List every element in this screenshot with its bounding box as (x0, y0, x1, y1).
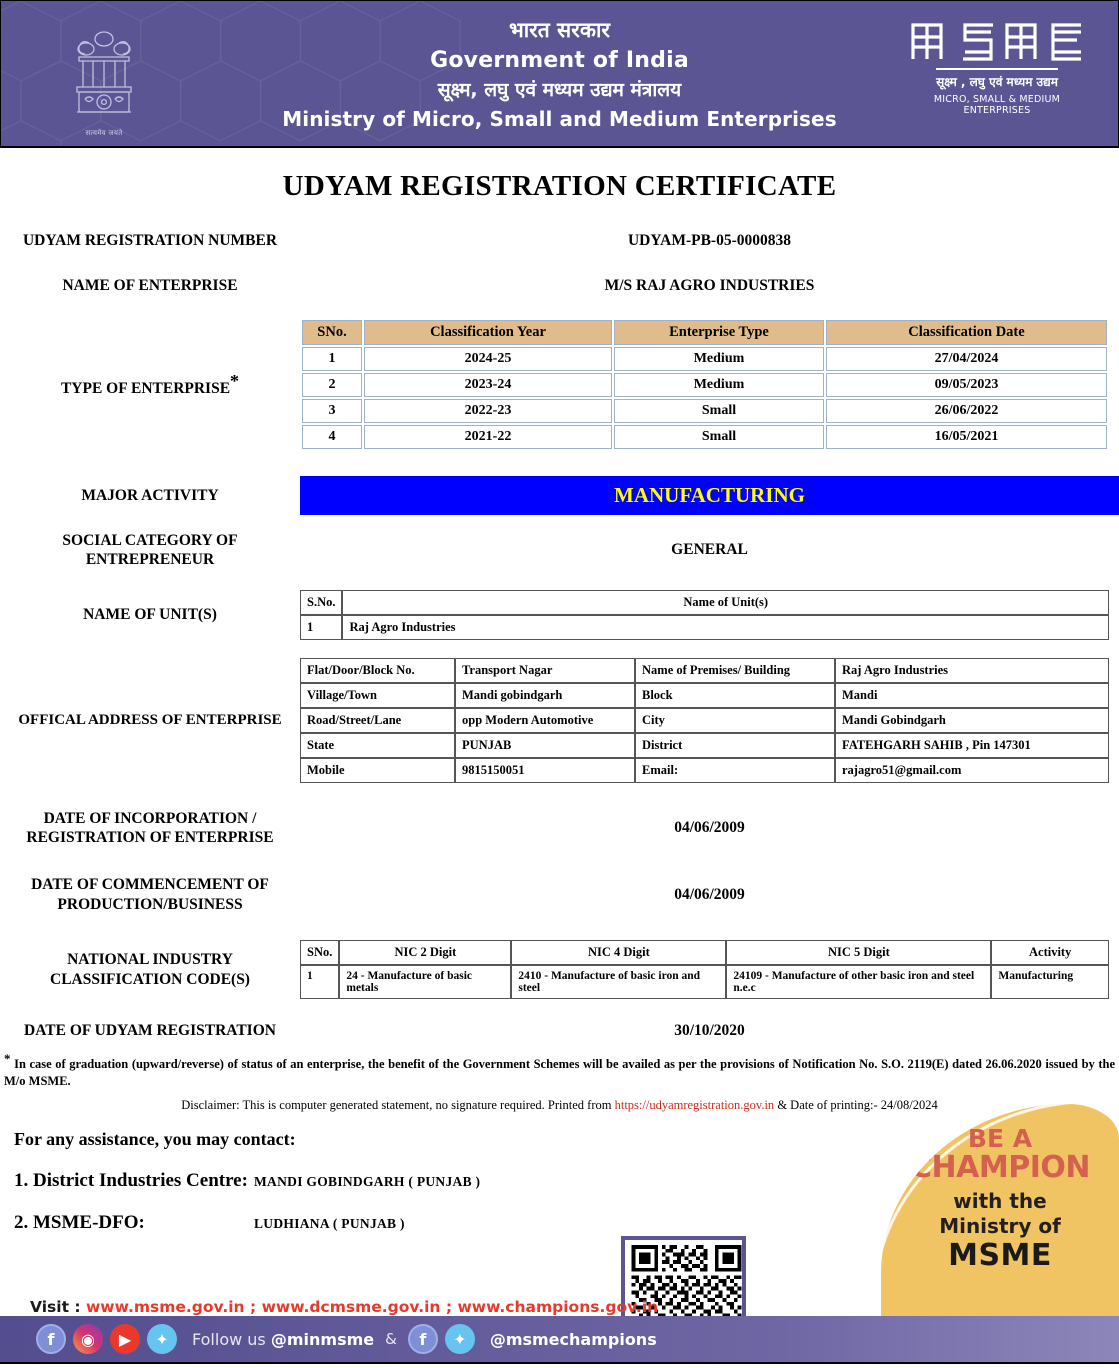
cell-address-value: rajagro51@gmail.com (835, 758, 1109, 783)
udyam-portal-link[interactable]: https://udyamregistration.gov.in (614, 1098, 775, 1113)
date-commencement-label: DATE OF COMMENCEMENT OF PRODUCTION/BUSINESS (31, 876, 269, 913)
contact-heading: For any assistance, you may contact: (14, 1129, 296, 1150)
facebook-icon[interactable]: f (36, 1324, 66, 1354)
social-category-value: GENERAL (671, 541, 748, 559)
col-nic-2: NIC 2 Digit (339, 940, 511, 965)
classification-table (300, 318, 1109, 451)
cell-address-value: 9815150051 (455, 758, 635, 783)
type-of-enterprise-label-text: TYPE OF ENTERPRISE (60, 380, 231, 398)
official-address-row (0, 658, 1119, 783)
table-row (302, 425, 1107, 449)
address-table-wrap (300, 658, 1119, 783)
be-a-champion-graphic (881, 1104, 1119, 1316)
col-unit-sno: S.No. (300, 590, 342, 615)
date-udyam-label: DATE OF UDYAM REGISTRATION (24, 1022, 276, 1039)
col-classification-date: Classification Date (826, 320, 1107, 345)
social-category-row (0, 531, 1119, 570)
youtube-icon[interactable]: ▶ (110, 1324, 140, 1354)
disclaimer-prefix: Disclaimer: This is computer generated statement, no signature required. Printed from (181, 1098, 615, 1113)
cell-address-value: Mandi Gobindgarh (835, 708, 1109, 733)
table-row (300, 683, 1109, 708)
disclaimer (0, 1098, 1119, 1113)
cell-address-value: Transport Nagar (455, 658, 635, 683)
cell-type: Medium (614, 373, 824, 397)
social-category-label: SOCIAL CATEGORY OF ENTREPRENEUR (62, 531, 238, 569)
cell-address-key: Email: (635, 758, 835, 783)
header-english-government: Government of India (430, 48, 689, 74)
cell-year: 2024-25 (364, 347, 612, 371)
table-row (302, 399, 1107, 423)
enterprise-name-label: NAME OF ENTERPRISE (62, 277, 238, 295)
cell-address-key: Village/Town (300, 683, 455, 708)
ampersand-separator: & (385, 1330, 397, 1348)
visit-label: Visit : (30, 1298, 86, 1316)
certificate-header (0, 0, 1119, 148)
msme-logo-mark-icon (902, 15, 1092, 63)
contact-label-dfo: 2. MSME-DFO: (14, 1212, 145, 1234)
nic-table (300, 940, 1109, 999)
cell-type: Small (614, 399, 824, 423)
page-title: UDYAM REGISTRATION CERTIFICATE (282, 170, 837, 202)
address-table (300, 658, 1109, 783)
cell-address-value: opp Modern Automotive (455, 708, 635, 733)
champion-line-1: BE A (967, 1124, 1033, 1153)
cell-sno: 1 (302, 347, 362, 371)
cell-address-key: Mobile (300, 758, 455, 783)
date-commencement-value: 04/06/2009 (674, 885, 745, 903)
cell-address-key: Name of Premises/ Building (635, 658, 835, 683)
col-nic-5: NIC 5 Digit (726, 940, 991, 965)
champion-line-5: MSME (948, 1237, 1052, 1273)
cell-nic-5: 24109 - Manufacture of other basic iron and steel n.e.c (726, 965, 991, 999)
cell-sno: 2 (302, 373, 362, 397)
nic-codes-label: NATIONAL INDUSTRY CLASSIFICATION CODE(S) (50, 951, 250, 988)
enterprise-name-value: M/S RAJ AGRO INDUSTRIES (604, 277, 815, 295)
col-nic-4: NIC 4 Digit (511, 940, 726, 965)
col-nic-sno: SNo. (300, 940, 339, 965)
facebook-icon-2[interactable]: f (408, 1324, 438, 1354)
table-row (302, 373, 1107, 397)
type-of-enterprise-row (0, 318, 1119, 451)
cell-date: 16/05/2021 (826, 425, 1107, 449)
nic-table-wrap (300, 940, 1119, 999)
handle-msmechampions[interactable]: @msmechampions (489, 1329, 657, 1349)
col-enterprise-type: Enterprise Type (614, 320, 824, 345)
table-row (300, 658, 1109, 683)
cell-date: 27/04/2024 (826, 347, 1107, 371)
header-hindi-government: भारत सरकार (508, 18, 610, 42)
twitter-icon-2[interactable]: ✦ (445, 1324, 475, 1354)
footnote-text: In case of graduation (upward/reverse) of status of an enterprise, the benefit of the Government Schemes will be availed as per the provisions of Notification No. S.O. 2119(E) dated 26.06.2020 issued by the M/o MSME. (4, 1057, 1115, 1089)
major-activity-banner-wrap (300, 476, 1119, 515)
visit-inner (0, 1298, 1119, 1316)
cell-address-value: PUNJAB (455, 733, 635, 758)
registration-number-value: UDYAM-PB-05-0000838 (627, 231, 792, 249)
registration-number-row (0, 231, 1119, 250)
cell-nic-2: 24 - Manufacture of basic metals (339, 965, 511, 999)
cell-type: Medium (614, 347, 824, 371)
nic-codes-row (0, 940, 1119, 999)
champion-line-2: CHAMPION (910, 1150, 1090, 1186)
champion-line-3: with the (953, 1188, 1047, 1213)
cell-date: 26/06/2022 (826, 399, 1107, 423)
table-row (300, 708, 1109, 733)
date-commencement-row (0, 875, 1119, 914)
enterprise-name-row (0, 276, 1119, 295)
cell-unit-name: Raj Agro Industries (342, 615, 1109, 640)
cell-nic-4: 2410 - Manufacture of basic iron and steel (511, 965, 726, 999)
cell-address-value: Mandi (835, 683, 1109, 708)
cell-address-key: Road/Street/Lane (300, 708, 455, 733)
date-incorporation-value: 04/06/2009 (674, 818, 745, 836)
cell-address-value: Raj Agro Industries (835, 658, 1109, 683)
msme-logo-hindi: सूक्ष्म , लघु एवं मध्यम उद्यम (936, 68, 1058, 90)
cell-sno: 4 (302, 425, 362, 449)
date-udyam-row (0, 1021, 1119, 1040)
cell-date: 09/05/2023 (826, 373, 1107, 397)
table-row (300, 758, 1109, 783)
table-header-row (302, 320, 1107, 345)
header-hindi-ministry: सूक्ष्म, लघु एवं मध्यम उद्यम मंत्रालय (437, 79, 682, 102)
official-address-label: OFFICAL ADDRESS OF ENTERPRISE (18, 711, 282, 728)
follow-prefix: Follow us (192, 1329, 271, 1349)
col-nic-activity: Activity (991, 940, 1109, 965)
cell-address-key: District (635, 733, 835, 758)
cell-year: 2023-24 (364, 373, 612, 397)
instagram-icon[interactable]: ◉ (73, 1324, 103, 1354)
disclaimer-suffix: & Date of printing:- 24/08/2024 (774, 1098, 938, 1113)
cell-year: 2022-23 (364, 399, 612, 423)
header-english-ministry: Ministry of Micro, Small and Medium Enterprises (282, 106, 837, 131)
date-incorporation-row (0, 809, 1119, 848)
certificate-body (0, 231, 1119, 1234)
cell-year: 2021-22 (364, 425, 612, 449)
cell-address-value: Mandi gobindgarh (455, 683, 635, 708)
classification-table-wrap (300, 318, 1119, 451)
major-activity-label: MAJOR ACTIVITY (81, 486, 219, 504)
cell-address-key: State (300, 733, 455, 758)
visit-bar (0, 1298, 1119, 1316)
cell-type: Small (614, 425, 824, 449)
unit-table (300, 590, 1109, 640)
social-bar (0, 1316, 1119, 1364)
name-of-units-label: NAME OF UNIT(S) (83, 605, 217, 623)
table-row (300, 733, 1109, 758)
cell-address-key: Flat/Door/Block No. (300, 658, 455, 683)
handle-minmsme[interactable]: @minmsme (270, 1329, 375, 1349)
follow-us-text (192, 1330, 374, 1349)
date-udyam-value: 30/10/2020 (674, 1021, 745, 1039)
contact-label-dic: 1. District Industries Centre: (14, 1170, 248, 1192)
contact-value-dfo: LUDHIANA ( PUNJAB ) (254, 1216, 405, 1232)
visit-urls[interactable]: www.msme.gov.in ; www.dcmsme.gov.in ; www.champions.gov.in (85, 1298, 659, 1316)
cell-address-key: Block (635, 683, 835, 708)
type-of-enterprise-label (0, 370, 300, 399)
cell-unit-sno: 1 (300, 615, 342, 640)
table-row (300, 965, 1109, 999)
champion-line-4: Ministry of (939, 1213, 1061, 1238)
type-of-enterprise-asterisk: * (230, 370, 240, 391)
champion-text-block (881, 1126, 1119, 1274)
cell-nic-activity: Manufacturing (991, 965, 1109, 999)
msme-logo (902, 15, 1092, 116)
cell-address-value: FATEHGARH SAHIB , Pin 147301 (835, 733, 1109, 758)
contact-value-dic: MANDI GOBINDGARH ( PUNJAB ) (254, 1174, 481, 1190)
msme-logo-subtitle: MICRO, SMALL & MEDIUM ENTERPRISES (933, 94, 1061, 116)
registration-number-label: UDYAM REGISTRATION NUMBER (22, 232, 278, 249)
table-header-row (300, 590, 1109, 615)
col-classification-year: Classification Year (364, 320, 612, 345)
table-header-row (300, 940, 1109, 965)
col-unit-name: Name of Unit(s) (342, 590, 1109, 615)
emblem-motto: सत्यमेव जयते (85, 129, 123, 137)
name-of-units-row (0, 590, 1119, 640)
table-row (302, 347, 1107, 371)
major-activity-row (0, 476, 1119, 515)
cell-sno: 3 (302, 399, 362, 423)
twitter-icon[interactable]: ✦ (147, 1324, 177, 1354)
date-incorporation-label: DATE OF INCORPORATION / REGISTRATION OF ENTERPRISE (26, 809, 274, 846)
col-sno: SNo. (302, 320, 362, 345)
footnote-marker: * (4, 1051, 11, 1067)
cell-address-key: City (635, 708, 835, 733)
major-activity-banner: MANUFACTURING (300, 476, 1119, 515)
table-row (300, 615, 1109, 640)
unit-table-wrap (300, 590, 1119, 640)
cell-nic-sno: 1 (300, 965, 339, 999)
footnote (0, 1050, 1119, 1090)
